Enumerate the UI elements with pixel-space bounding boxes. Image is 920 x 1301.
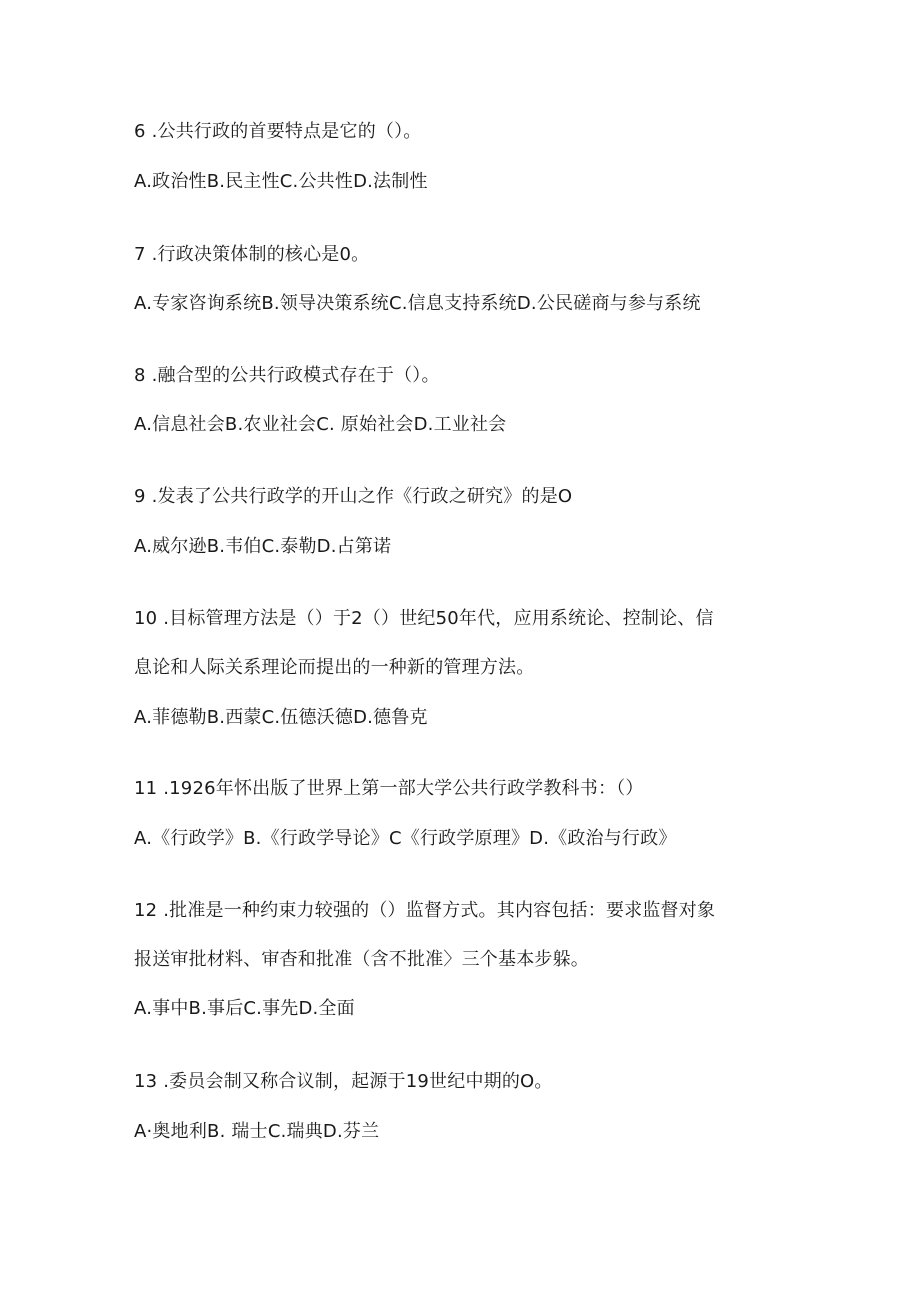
question-9-options: A.威尔逊B.韦伯C.泰勒D.占第诺 <box>134 536 392 557</box>
question-7-stem: 7 .行政决策体制的核心是0。 <box>134 244 370 265</box>
question-6-options: A.政治性B.民主性C.公共性D.法制性 <box>134 171 428 192</box>
question-8-options: A.信息社会B.农业社会C. 原始社会D.工业社会 <box>134 414 507 435</box>
question-13-stem: 13 .委员会制又称合议制，起源于19世纪中期的O。 <box>134 1071 553 1092</box>
question-9-stem: 9 .发表了公共行政学的开山之作《行政之研究》的是O <box>134 486 573 507</box>
question-12-stem-line-1: 12 .批准是一种约束力较强的（）监督方式。其内容包括：要求监督对象 <box>134 900 716 921</box>
question-13-options: A·奥地利B. 瑞士C.瑞典D.芬兰 <box>134 1121 380 1142</box>
question-6-stem: 6 .公共行政的首要特点是它的（）。 <box>134 121 422 142</box>
question-8-stem: 8 .融合型的公共行政模式存在于（）。 <box>134 365 440 386</box>
question-10-options: A.菲德勒B.西蒙C.伍德沃德D.德鲁克 <box>134 707 428 728</box>
question-12-stem-line-2: 报送审批材料、审杳和批准（含不批准〉三个基本步躲。 <box>134 949 589 970</box>
question-11-stem: 11 .1926年怀出版了世界上第一部大学公共行政学教科书：（） <box>134 778 644 799</box>
question-11-options: A.《行政学》B.《行政学导论》C《行政学原理》D.《政治与行政》 <box>134 828 677 849</box>
question-10-stem-line-1: 10 .目标管理方法是（）于2（）世纪50年代，应用系统论、控制论、信 <box>134 608 714 629</box>
question-7-options: A.专家咨询系统B.领导决策系统C.信息支持系统D.公民磋商与参与系统 <box>134 293 701 314</box>
question-12-options: A.事中B.事后C.事先D.全面 <box>134 998 355 1019</box>
question-10-stem-line-2: 息论和人际关系理论而提出的一种新的管理方法。 <box>134 657 535 678</box>
